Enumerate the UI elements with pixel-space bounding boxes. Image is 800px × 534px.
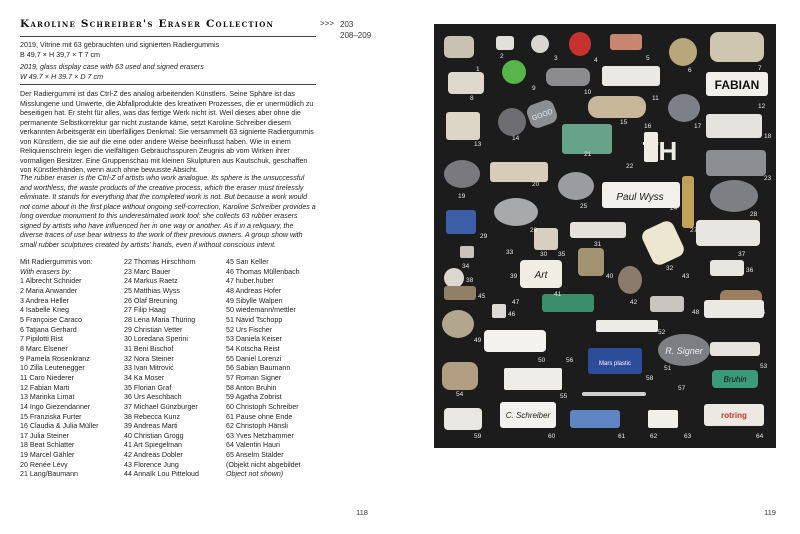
body-german: Der Radiergummi ist das Ctrl-Z des analog arbeitenden Künstlers. Seine Sphäre ist das Misslungene und Unwerte, die Abfallprodukte des kreativen Prozesses, die er unermüdlich zu beseitigen hat. Er steht für alles, was das fertige Werk nicht ist. Weil dieses aber ohne die permanente Selbstkorrektur gar nicht zustande käme, setzt Karoline Schreiber diesem verkannten Arbeitsgerät ein überfälliges Denkmal: Sie versammelt 63 signierte Radiergummis von Künstlern, die sie auf die eine oder andere Weise beeinflusst haben. Wie in einem Reliquienschrein legen die vielfältigen Gebrauchsspuren Zeugnis ab vom Wirken ihrer vormaligen Besitzer. Eine Gruppenschau mit kleinen Skulpturen aus Kautschuk, geschaffen von Künstlerhänden, wenn auch ohne bewusste Absicht. [20, 90, 314, 175]
eraser-1 [444, 36, 474, 58]
list-item: 45 San Keller [226, 258, 269, 266]
list-item: 42 Andreas Dobler [124, 451, 183, 460]
eraser-number: 52 [658, 329, 666, 336]
list-item: 41 Art Spiegelman [124, 441, 182, 450]
spec-en-line: 2019, glass display case with 63 used and signed erasers [20, 62, 204, 71]
spec-rule [20, 84, 316, 85]
eraser-number: 16 [644, 123, 652, 130]
list-item: 47 huber.huber [226, 277, 274, 286]
eraser-number: 47 [512, 299, 520, 306]
eraser-number: 26 [530, 227, 538, 234]
list-item: 52 Urs Fischer [226, 325, 273, 334]
spec-de-line: 2019, Vitrine mit 63 gebrauchten und signierten Radiergummis [20, 40, 220, 49]
list-item: 38 Rebecca Kunz [124, 412, 180, 421]
eraser-collection-illustration [434, 24, 776, 448]
list-item: 13 Marinka Limat [20, 393, 75, 402]
list-item: 64 Valentin Hauri [226, 441, 280, 450]
eraser-33 [696, 220, 760, 246]
spec-en-dimensions: W 49.7 × H 39.7 × D 7 cm [20, 71, 104, 81]
eraser-number: 32 [666, 265, 674, 272]
list-item: 17 Julia Steiner [20, 431, 69, 440]
eraser-20 [490, 162, 548, 182]
eraser-number: 43 [682, 273, 690, 280]
list-item: 55 Daniel Lorenzi [226, 354, 282, 363]
eraser-number: 15 [620, 119, 628, 126]
eraser-number: 60 [548, 433, 556, 440]
eraser-number: 42 [630, 299, 638, 306]
list-item: 8 Marc Elsener [20, 344, 68, 353]
eraser-42 [618, 266, 642, 294]
eraser-16-label: GOOD [531, 108, 554, 123]
eraser-25 [558, 172, 594, 200]
list-item: 37 Michael Günzburger [124, 402, 198, 411]
list-item: 56 Sabian Baumann [226, 364, 291, 373]
list-item: 29 Christian Vetter [124, 325, 183, 334]
eraser-number: 9 [532, 85, 536, 92]
artist-list-col1 [20, 258, 98, 480]
eraser-number: 61 [618, 433, 626, 440]
list-item: 58 Anton Bruhin [226, 383, 277, 392]
eraser-number: 37 [738, 251, 746, 258]
eraser-number: 54 [456, 391, 464, 398]
eraser-number: 55 [560, 393, 568, 400]
eraser-62 [648, 410, 678, 428]
eraser-number: 63 [684, 433, 692, 440]
list-item: 44 Annaïk Lou Pitteloud [124, 470, 199, 479]
eraser-7a [710, 32, 764, 62]
eraser-52 [596, 320, 658, 332]
eraser-3 [531, 35, 549, 53]
list-item: 22 Thomas Hirschhorn [124, 258, 196, 266]
eraser-51-label: R. Signer [665, 346, 703, 356]
list-item: (Objekt nicht abgebildet [226, 460, 301, 469]
list-item: 16 Claudia & Julia Müller [20, 422, 99, 431]
list-item: 15 Franziska Furter [20, 412, 82, 421]
eraser-number: 28 [750, 211, 758, 218]
eraser-58-label: Mars plastic [598, 361, 632, 367]
page-references [340, 19, 371, 41]
eraser-53-label: Bruhin [723, 375, 747, 384]
list-item: 48 Andreas Hofer [226, 286, 282, 295]
cross-reference-arrows: >>> [320, 19, 335, 28]
eraser-11 [602, 66, 660, 86]
eraser-number: 17 [694, 123, 702, 130]
list-item: 1 Albrecht Schnider [20, 277, 82, 286]
list-item: 34 Ka Moser [124, 373, 165, 382]
list-item: 40 Christian Grogg [124, 431, 184, 440]
eraser-number: 64 [756, 433, 764, 440]
list-item: 11 Caro Niederer [20, 373, 74, 382]
list-item: 7 Pipilotti Rist [20, 335, 63, 344]
list-item: 35 Florian Graf [124, 383, 172, 392]
list-item: 31 Beni Bischof [124, 344, 174, 353]
list-item: 43 Florence Jung [124, 460, 179, 469]
list-item: Object not shown) [226, 470, 284, 479]
eraser-38 [444, 268, 464, 288]
list-item: 20 Renée Lévy [20, 460, 68, 469]
eraser-number: 1 [476, 66, 480, 73]
eraser-number: 21 [584, 151, 592, 158]
eraser-number: 5 [646, 55, 650, 62]
eraser-number: 24 [670, 205, 678, 212]
list-item: 14 Ingo Giezendanner [20, 402, 91, 411]
eraser-2 [496, 36, 514, 50]
eraser-40 [578, 248, 604, 276]
list-item: 49 Sibylle Walpen [226, 296, 283, 305]
eraser-49 [442, 310, 474, 338]
eraser-number: 31 [594, 241, 602, 248]
eraser-18 [706, 114, 762, 138]
eraser-number: 35 [558, 251, 566, 258]
eraser-57 [582, 392, 646, 396]
eraser-number: 6 [688, 67, 692, 74]
list-item: 39 Andreas Marti [124, 422, 178, 431]
list-item: 33 Ivan Mitrović [124, 364, 174, 373]
list-item: 5 Françoise Caraco [20, 315, 82, 324]
eraser-22-label: TH [642, 136, 678, 166]
eraser-number: 59 [474, 433, 482, 440]
list-item: 24 Markus Raetz [124, 277, 178, 286]
eraser-47 [650, 296, 684, 312]
list-item: 51 Navid Tschopp [226, 315, 283, 324]
list-item: 28 Lena Maria Thüring [124, 315, 196, 324]
eraser-number: 4 [594, 57, 598, 64]
eraser-26 [494, 198, 538, 226]
artist-list-col2 [124, 258, 199, 480]
eraser-number: 62 [650, 433, 658, 440]
eraser-27 [682, 176, 694, 228]
eraser-number: 18 [764, 133, 772, 140]
eraser-8 [448, 72, 484, 94]
eraser-48 [704, 300, 764, 318]
body-english: The rubber eraser is the Ctrl-Z of artists who work analogue. Its sphere is the unsuccessful and worthless, the waste products of the creative process, which the eraser must tirelessly eliminate. It stands for everything that the completed work is not. But because a work would not come about in the first place without ongoing self-correction, Karoline Schreiber provides a long overdue monument to this underestimated work tool: she collects 63 rubber erasers signed by artists who have influenced her in one way or another. As if in a reliquary, the diverse traces of use bear witness to the work of their previous owners. A group show with small rubber sculptures created by artists' hands, even if without conscious intent. [20, 174, 316, 249]
eraser-61 [570, 410, 620, 428]
eraser-number: 29 [480, 233, 488, 240]
eraser-number: 19 [458, 193, 466, 200]
page-number-left: 118 [356, 508, 368, 517]
list-item: 57 Roman Signer [226, 373, 282, 382]
list-item: 25 Matthias Wyss [124, 286, 180, 295]
artist-list-col3 [226, 258, 301, 480]
eraser-number: 23 [764, 175, 772, 182]
eraser-15 [588, 96, 646, 118]
list-item: 27 Filip Haag [124, 306, 166, 315]
eraser-50 [484, 330, 546, 352]
list-item: 32 Nora Steiner [124, 354, 174, 363]
eraser-number: 13 [474, 141, 482, 148]
list-item: 9 Pamela Rosenkranz [20, 354, 90, 363]
eraser-30 [534, 228, 558, 250]
eraser-number: 57 [678, 385, 686, 392]
page-ref: 203 [340, 20, 354, 29]
list-item: 46 Thomas Müllenbach [226, 267, 300, 276]
spec-english [20, 62, 316, 81]
page-number-right: 119 [764, 508, 776, 517]
eraser-number: 33 [506, 249, 514, 256]
eraser-number: 58 [646, 375, 654, 382]
eraser-number: 46 [508, 311, 516, 318]
eraser-number: 20 [532, 181, 540, 188]
eraser-number: 44 [758, 309, 766, 316]
list-item: 18 Beat Schlatter [20, 441, 75, 450]
eraser-34 [460, 246, 474, 258]
eraser-number: 8 [470, 95, 474, 102]
list-item: 53 Daniela Keiser [226, 335, 282, 344]
eraser-number: 36 [746, 267, 754, 274]
eraser-number: 10 [584, 89, 592, 96]
eraser-number: 14 [512, 135, 520, 142]
eraser-45 [542, 294, 594, 312]
eraser-44a [444, 286, 476, 300]
list-item: 54 Kotscha Reist [226, 344, 280, 353]
eraser-13 [446, 112, 480, 140]
eraser-29 [446, 210, 476, 234]
eraser-23 [706, 150, 766, 176]
eraser-number: 51 [664, 365, 672, 372]
eraser-number: 2 [500, 53, 504, 60]
list-item: 59 Agatha Zobrist [226, 393, 282, 402]
eraser-53a [710, 342, 760, 356]
eraser-number: 41 [554, 291, 562, 298]
eraser-number: 49 [474, 337, 482, 344]
eraser-41-label: Art [534, 270, 548, 281]
eraser-number: 22 [626, 163, 634, 170]
eraser-number: 45 [478, 293, 486, 300]
list-item: 50 wiedemann/mettler [226, 306, 296, 315]
list-item: 21 Lang/Baumann [20, 470, 78, 479]
eraser-6 [669, 38, 697, 66]
eraser-number: 53 [760, 363, 768, 370]
list-item: 10 Zilla Leutenegger [20, 364, 85, 373]
list-item: 61 Pause ohne Ende [226, 412, 293, 421]
list-item: 36 Urs Aeschbach [124, 393, 182, 402]
eraser-24-label: Paul Wyss [616, 192, 664, 203]
eraser-54 [442, 362, 478, 390]
eraser-number: 34 [462, 263, 470, 270]
spec-german [20, 40, 316, 59]
eraser-59 [444, 408, 482, 430]
list-item: 3 Andrea Heller [20, 296, 69, 305]
spec-de-dimensions: B 49,7 × H 39,7 × T 7 cm [20, 49, 101, 59]
list-item: 30 Loredana Sperini [124, 335, 188, 344]
page-ref: 208–209 [340, 31, 372, 40]
eraser-number: 3 [554, 55, 558, 62]
eraser-number: 25 [580, 203, 588, 210]
eraser-14 [498, 108, 526, 136]
list-item: With erasers by: [20, 267, 72, 276]
list-item: 63 Yves Netzhammer [226, 431, 294, 440]
eraser-number: 12 [758, 103, 766, 110]
list-item: 23 Marc Bauer [124, 267, 171, 276]
list-item: 12 Fabian Marti [20, 383, 70, 392]
list-item: 6 Tatjana Gerhard [20, 325, 77, 334]
list-item: 19 Marcel Gähler [20, 451, 75, 460]
title-rule [20, 36, 316, 37]
eraser-number: 39 [510, 273, 518, 280]
eraser-19 [444, 160, 480, 188]
list-item: 26 Olaf Breuning [124, 296, 178, 305]
eraser-46 [492, 304, 506, 318]
list-item: Mit Radiergummis von: [20, 258, 93, 266]
eraser-61-label: rotring [721, 411, 747, 420]
eraser-28 [710, 180, 758, 212]
eraser-31 [570, 222, 626, 238]
eraser-56 [504, 368, 562, 390]
eraser-4 [569, 32, 591, 56]
eraser-7-label: FABIAN [714, 78, 760, 92]
eraser-number: 50 [538, 357, 546, 364]
eraser-9 [502, 60, 526, 84]
list-item: 62 Christoph Hänsli [226, 422, 288, 431]
eraser-number: 27 [690, 227, 698, 234]
eraser-number: 38 [466, 277, 474, 284]
eraser-36 [710, 260, 744, 276]
eraser-number: 30 [540, 251, 548, 258]
eraser-number: 40 [606, 273, 614, 280]
eraser-number: 11 [652, 95, 659, 102]
eraser-5 [610, 34, 642, 50]
list-item: 4 Isabelle Krieg [20, 306, 69, 315]
eraser-number: 7 [758, 65, 762, 72]
list-item: 60 Christoph Schreiber [226, 402, 299, 411]
eraser-60-label: C. Schreiber [505, 411, 551, 420]
page-title: Karoline Schreiber's Eraser Collection [20, 18, 275, 30]
eraser-10 [546, 68, 590, 86]
eraser-21 [562, 124, 612, 154]
eraser-number: 48 [692, 309, 700, 316]
eraser-collection-photo [434, 24, 776, 448]
eraser-17 [668, 94, 700, 122]
eraser-number: 56 [566, 357, 574, 364]
list-item: 2 Maria Anwander [20, 286, 78, 295]
list-item: 65 Anselm Stalder [226, 451, 284, 460]
